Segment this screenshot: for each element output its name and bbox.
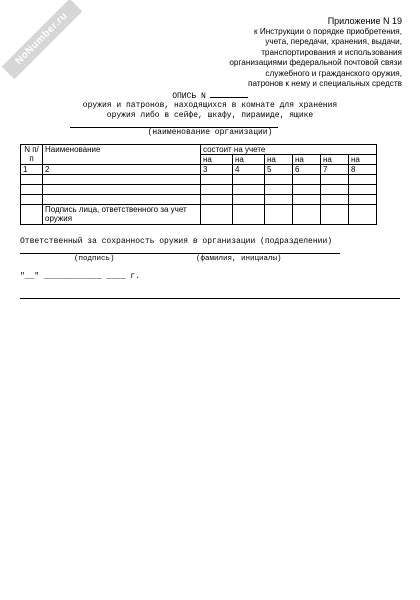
watermark: NoNumber.ru: [2, 0, 83, 79]
date-line: "__" ____________ ____ г.: [20, 272, 141, 281]
responsible-person-label: Ответственный за сохранность оружия в организации (подразделении): [20, 237, 333, 246]
inventory-title-text: ОПИСЬ N: [172, 92, 206, 101]
index-cell: 8: [349, 165, 377, 175]
header-on: на: [321, 155, 349, 165]
signature-caption: (подпись): [74, 255, 115, 263]
appendix-line: транспортирования и использования: [261, 47, 402, 57]
header-on: на: [201, 155, 233, 165]
appendix-line: учета, передачи, хранения, выдачи,: [265, 37, 402, 47]
organization-caption: (наименование организации): [147, 128, 273, 137]
table-signature-row: [21, 205, 377, 225]
header-number: N п/п: [21, 145, 43, 165]
header-on: на: [349, 155, 377, 165]
signature-blank-line: [20, 253, 340, 254]
inventory-subtitle-1: оружия и патронов, находящихся в комнате для хранения: [82, 101, 338, 110]
index-cell: 1: [21, 165, 43, 175]
table-row: [21, 175, 377, 185]
appendix-line: к Инструкции о порядке приобретения,: [254, 27, 402, 36]
index-cell: 3: [201, 165, 233, 175]
index-cell: 6: [293, 165, 321, 175]
bottom-divider: [20, 298, 400, 299]
header-name: Наименование: [43, 145, 201, 165]
appendix-title: Приложение N 19: [327, 16, 402, 26]
index-cell: 4: [233, 165, 265, 175]
full-name-caption: (фамилия, инициалы): [196, 255, 282, 263]
table-header-row: [21, 145, 377, 155]
index-cell: 7: [321, 165, 349, 175]
header-status: состоит на учете: [201, 145, 377, 155]
header-on: на: [233, 155, 265, 165]
appendix-line: служебного и гражданского оружия,: [265, 68, 402, 78]
appendix-note: [202, 16, 402, 89]
index-cell: 5: [265, 165, 293, 175]
index-cell: 2: [43, 165, 201, 175]
signature-label: Подпись лица, ответственного за учет оружия: [43, 205, 201, 225]
table-row: [21, 195, 377, 205]
header-on: на: [265, 155, 293, 165]
inventory-subtitle-2: оружия либо в сейфе, шкафу, пирамиде, ящике: [106, 111, 314, 120]
table-index-row: [21, 165, 377, 175]
inventory-table: [20, 144, 377, 225]
appendix-line: организациями федеральной почтовой связи: [229, 58, 402, 68]
header-on: на: [293, 155, 321, 165]
inventory-number-blank: [210, 90, 248, 98]
appendix-line: патронов к нему и специальных средств: [248, 79, 402, 89]
table-row: [21, 185, 377, 195]
